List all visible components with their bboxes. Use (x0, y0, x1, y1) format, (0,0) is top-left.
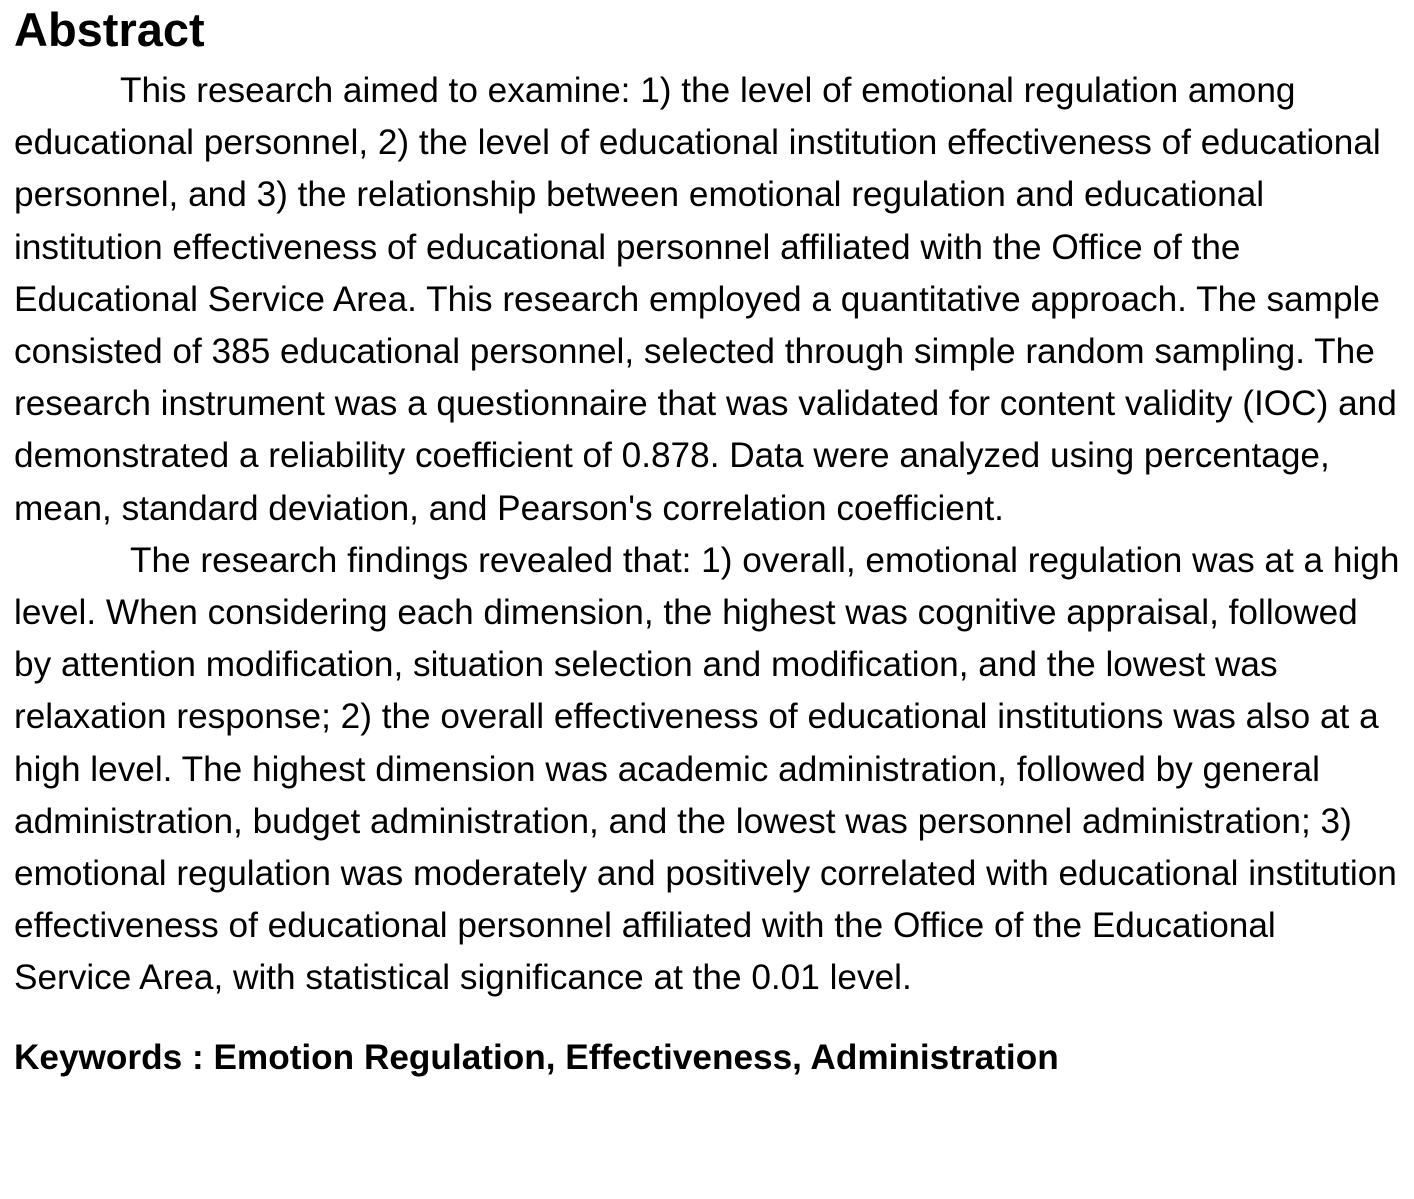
abstract-paragraph-1: This research aimed to examine: 1) the level of emotional regulation among educational personnel, 2) the level of educational institution effectiveness of educational personnel, and 3) the relationship between emotional regulation and educational institution effectiveness of educational personnel affiliated with the Office of the Educational Service Area. This research employed a quantitative approach. The sample consisted of 385 educational personnel, selected through simple random sampling. The research instrument was a questionnaire that was validated for content validity (IOC) and demonstrated a reliability coefficient of 0.878. Data were analyzed using percentage, mean, standard deviation, and Pearson's correlation coefficient. (14, 71, 1397, 528)
abstract-heading: Abstract (14, 3, 205, 56)
abstract-paragraph-2: The research findings revealed that: 1) overall, emotional regulation was at a high level. When considering each dimension, the highest was cognitive appraisal, followed by attention modification, situation selection and modification, and the lowest was relaxation response; 2) the overall effectiveness of educational institutions was also at a high level. The highest dimension was academic administration, followed by general administration, budget administration, and the lowest was personnel administration; 3) emotional regulation was moderately and positively correlated with educational institution effectiveness of educational personnel affiliated with the Office of the Educational Service Area, with statistical significance at the 0.01 level. (14, 540, 1400, 998)
keywords-line: Keywords : Emotion Regulation, Effectiveness, Administration (14, 1037, 1059, 1077)
